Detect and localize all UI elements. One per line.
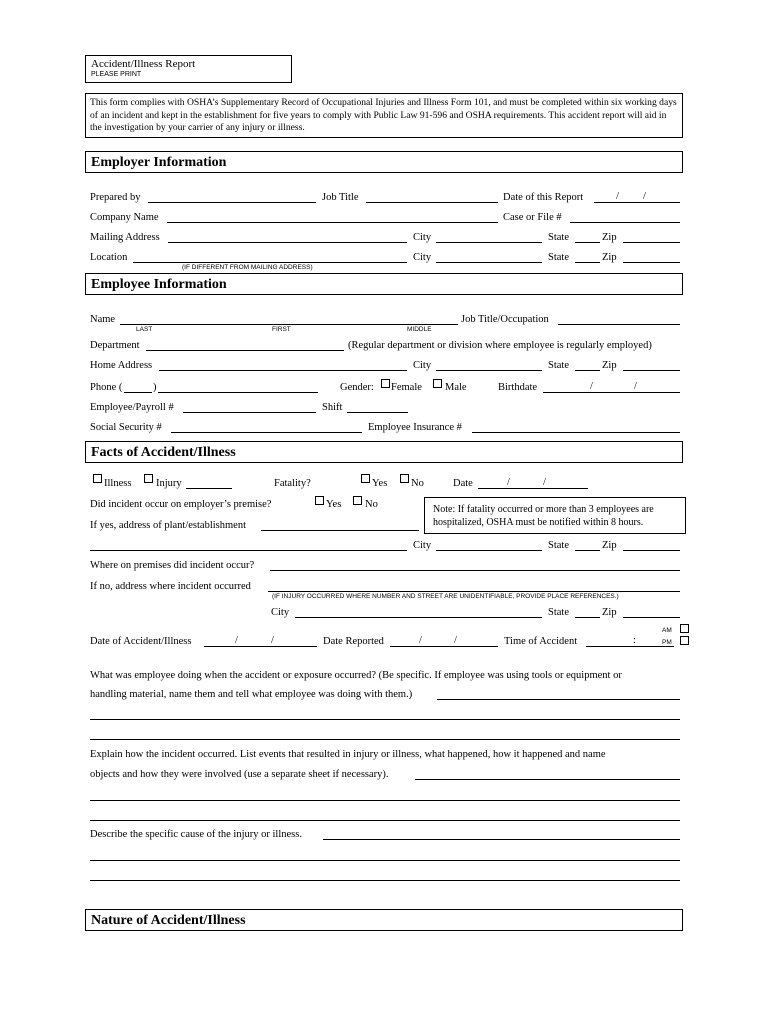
fatality-date-field[interactable] [478, 488, 588, 489]
location-label: Location [90, 252, 128, 263]
plant-state-field[interactable] [575, 550, 600, 551]
doing-question-line-2: handling material, name them and tell what employee was doing with them.) [90, 689, 413, 700]
fatality-date-label: Date [453, 478, 473, 489]
mailing-zip-label: Zip [602, 232, 617, 243]
note-line-2: hospitalized, OSHA must be notified within 8 hours. [433, 517, 644, 528]
note-line-1: Note: If fatality occurred or more than 3 employees are [433, 504, 654, 515]
incident-state-field[interactable] [575, 617, 600, 618]
location-field[interactable] [133, 262, 407, 263]
date-of-accident-label: Date of Accident/Illness [90, 636, 192, 647]
mailing-zip-field[interactable] [623, 242, 680, 243]
prepared-by-field[interactable] [148, 202, 316, 203]
location-zip-label: Zip [602, 252, 617, 263]
name-label: Name [90, 314, 116, 325]
illness-checkbox[interactable] [93, 474, 102, 483]
fatality-no-label: No [411, 478, 424, 489]
plant-zip-field[interactable] [623, 550, 680, 551]
phone-paren: ) [153, 382, 157, 393]
plant-state-label: State [548, 540, 569, 551]
home-city-label: City [413, 360, 432, 371]
premise-yes-label: Yes [326, 499, 342, 510]
prepared-by-label: Prepared by [90, 192, 141, 203]
time-of-accident-field[interactable] [586, 646, 674, 647]
osha-notice: This form complies with OSHA’s Supplementary Record of Occupational Injuries and Illness Form 101, and must be completed within six working days of an incident and kept in the establishment for five years to comply with Public Law 91-596 and OSHA requirements. This accident report will aid in the investigation by your carrier of any injury or illness. [85, 93, 683, 138]
cause-answer-line-3[interactable] [90, 880, 680, 881]
male-label: Male [445, 382, 467, 393]
date-of-report-label: Date of this Report [503, 192, 584, 203]
home-zip-label: Zip [602, 360, 617, 371]
nature-section-heading: Nature of Accident/Illness [85, 909, 683, 931]
doing-question-line-1: What was employee doing when the accident or exposure occurred? (Be specific. If employee was using tools or equipment or [90, 670, 622, 681]
phone-area-code-field[interactable] [124, 392, 152, 393]
location-city-label: City [413, 252, 432, 263]
incident-city-label: City [271, 607, 290, 618]
mailing-city-label: City [413, 232, 432, 243]
location-hint: (IF DIFFERENT FROM MAILING ADDRESS) [182, 264, 313, 271]
time-colon: : [633, 635, 636, 646]
fatality-yes-label: Yes [372, 478, 388, 489]
insurance-field[interactable] [472, 432, 680, 433]
date-slash: / [419, 635, 422, 646]
mailing-city-field[interactable] [436, 242, 542, 243]
home-address-label: Home Address [90, 360, 153, 371]
plant-address-label: If yes, address of plant/establishment [90, 520, 247, 531]
injury-label: Injury [156, 478, 182, 489]
injury-checkbox[interactable] [144, 474, 153, 483]
date-reported-field[interactable] [390, 646, 498, 647]
facts-section-heading: Facts of Accident/Illness [85, 441, 683, 463]
doing-answer-line-3[interactable] [90, 739, 680, 740]
where-field[interactable] [270, 570, 680, 571]
fatality-yes-checkbox[interactable] [361, 474, 370, 483]
phone-number-field[interactable] [158, 392, 318, 393]
mailing-address-label: Mailing Address [90, 232, 160, 243]
date-slash: / [271, 635, 274, 646]
illness-label: Illness [104, 478, 132, 489]
report-title-box [85, 55, 292, 83]
plant-address-line-2[interactable] [90, 550, 407, 551]
date-of-accident-field[interactable] [204, 646, 317, 647]
pm-label: PM [662, 639, 672, 646]
date-slash: / [616, 191, 619, 202]
last-hint: LAST [136, 326, 153, 333]
phone-label: Phone ( [90, 382, 123, 393]
premise-no-checkbox[interactable] [353, 496, 362, 505]
home-address-field[interactable] [159, 370, 407, 371]
shift-label: Shift [322, 402, 343, 413]
department-label: Department [90, 340, 140, 351]
job-title-label: Job Title [322, 192, 359, 203]
ssn-label: Social Security # [90, 422, 162, 433]
cause-answer-line-2[interactable] [90, 860, 680, 861]
company-name-field[interactable] [167, 222, 498, 223]
name-field[interactable] [120, 324, 458, 325]
home-zip-field[interactable] [623, 370, 680, 371]
plant-city-label: City [413, 540, 432, 551]
employer-section-heading: Employer Information [85, 151, 683, 173]
job-occupation-field[interactable] [558, 324, 680, 325]
plant-address-field[interactable] [261, 530, 419, 531]
location-city-field[interactable] [436, 262, 542, 263]
ssn-field[interactable] [171, 432, 362, 433]
cause-answer-line-1[interactable] [323, 839, 680, 840]
job-title-field[interactable] [366, 202, 498, 203]
payroll-label: Employee/Payroll # [90, 402, 174, 413]
doing-answer-line-2[interactable] [90, 719, 680, 720]
where-question: Where on premises did incident occur? [90, 560, 255, 571]
date-slash: / [643, 191, 646, 202]
injury-field[interactable] [186, 488, 232, 489]
cause-question: Describe the specific cause of the injury or illness. [90, 829, 302, 840]
plant-city-field[interactable] [436, 550, 542, 551]
incident-zip-label: Zip [602, 607, 617, 618]
gender-label: Gender: [340, 382, 374, 393]
am-checkbox[interactable] [680, 624, 689, 633]
home-state-field[interactable] [575, 370, 600, 371]
male-checkbox[interactable] [433, 379, 442, 388]
female-label: Female [391, 382, 422, 393]
doing-answer-line-1[interactable] [437, 699, 680, 700]
payroll-field[interactable] [183, 412, 316, 413]
pm-checkbox[interactable] [680, 636, 689, 645]
date-reported-label: Date Reported [323, 636, 384, 647]
am-label: AM [662, 627, 672, 634]
department-field[interactable] [146, 350, 344, 351]
case-file-field[interactable] [570, 222, 680, 223]
location-state-label: State [548, 252, 569, 263]
department-note: (Regular department or division where employee is regularly employed) [348, 340, 652, 351]
incident-zip-field[interactable] [623, 617, 680, 618]
report-title: Accident/Illness Report [91, 58, 196, 70]
date-slash: / [543, 477, 546, 488]
date-slash: / [634, 381, 637, 392]
location-zip-field[interactable] [623, 262, 680, 263]
explain-question-line-2: objects and how they were involved (use a separate sheet if necessary). [90, 769, 389, 780]
osha-notification-note [424, 497, 686, 534]
date-slash: / [454, 635, 457, 646]
mailing-state-field[interactable] [575, 242, 600, 243]
plant-zip-label: Zip [602, 540, 617, 551]
explain-answer-line-3[interactable] [90, 820, 680, 821]
mailing-state-label: State [548, 232, 569, 243]
case-file-label: Case or File # [503, 212, 562, 223]
home-state-label: State [548, 360, 569, 371]
premise-question: Did incident occur on employer’s premise? [90, 499, 272, 510]
birthdate-field[interactable] [543, 392, 680, 393]
incident-city-field[interactable] [295, 617, 542, 618]
unidentifiable-hint: (IF INJURY OCCURRED WHERE NUMBER AND STREET ARE UNIDENTIFIABLE, PROVIDE PLACE REFERENCES.) [272, 593, 619, 600]
date-slash: / [507, 477, 510, 488]
location-state-field[interactable] [575, 262, 600, 263]
date-of-report-field[interactable] [594, 202, 680, 203]
company-name-label: Company Name [90, 212, 159, 223]
shift-field[interactable] [347, 412, 408, 413]
premise-no-label: No [365, 499, 378, 510]
home-city-field[interactable] [436, 370, 542, 371]
please-print-note: PLEASE PRINT [91, 71, 142, 78]
mailing-address-field[interactable] [168, 242, 407, 243]
explain-question-line-1: Explain how the incident occurred. List events that resulted in injury or illness, what happened, how it happened and name [90, 749, 606, 760]
job-occupation-label: Job Title/Occupation [461, 314, 549, 325]
no-address-field[interactable] [268, 591, 680, 592]
first-hint: FIRST [272, 326, 291, 333]
employee-section-heading: Employee Information [85, 273, 683, 295]
female-checkbox[interactable] [381, 379, 390, 388]
fatality-label: Fatality? [274, 478, 311, 489]
incident-state-label: State [548, 607, 569, 618]
no-address-label: If no, address where incident occurred [90, 581, 251, 592]
birthdate-label: Birthdate [498, 382, 538, 393]
premise-yes-checkbox[interactable] [315, 496, 324, 505]
explain-answer-line-2[interactable] [90, 800, 680, 801]
insurance-label: Employee Insurance # [368, 422, 462, 433]
explain-answer-line-1[interactable] [415, 779, 680, 780]
date-slash: / [235, 635, 238, 646]
middle-hint: MIDDLE [407, 326, 432, 333]
time-of-accident-label: Time of Accident [504, 636, 578, 647]
fatality-no-checkbox[interactable] [400, 474, 409, 483]
date-slash: / [590, 381, 593, 392]
